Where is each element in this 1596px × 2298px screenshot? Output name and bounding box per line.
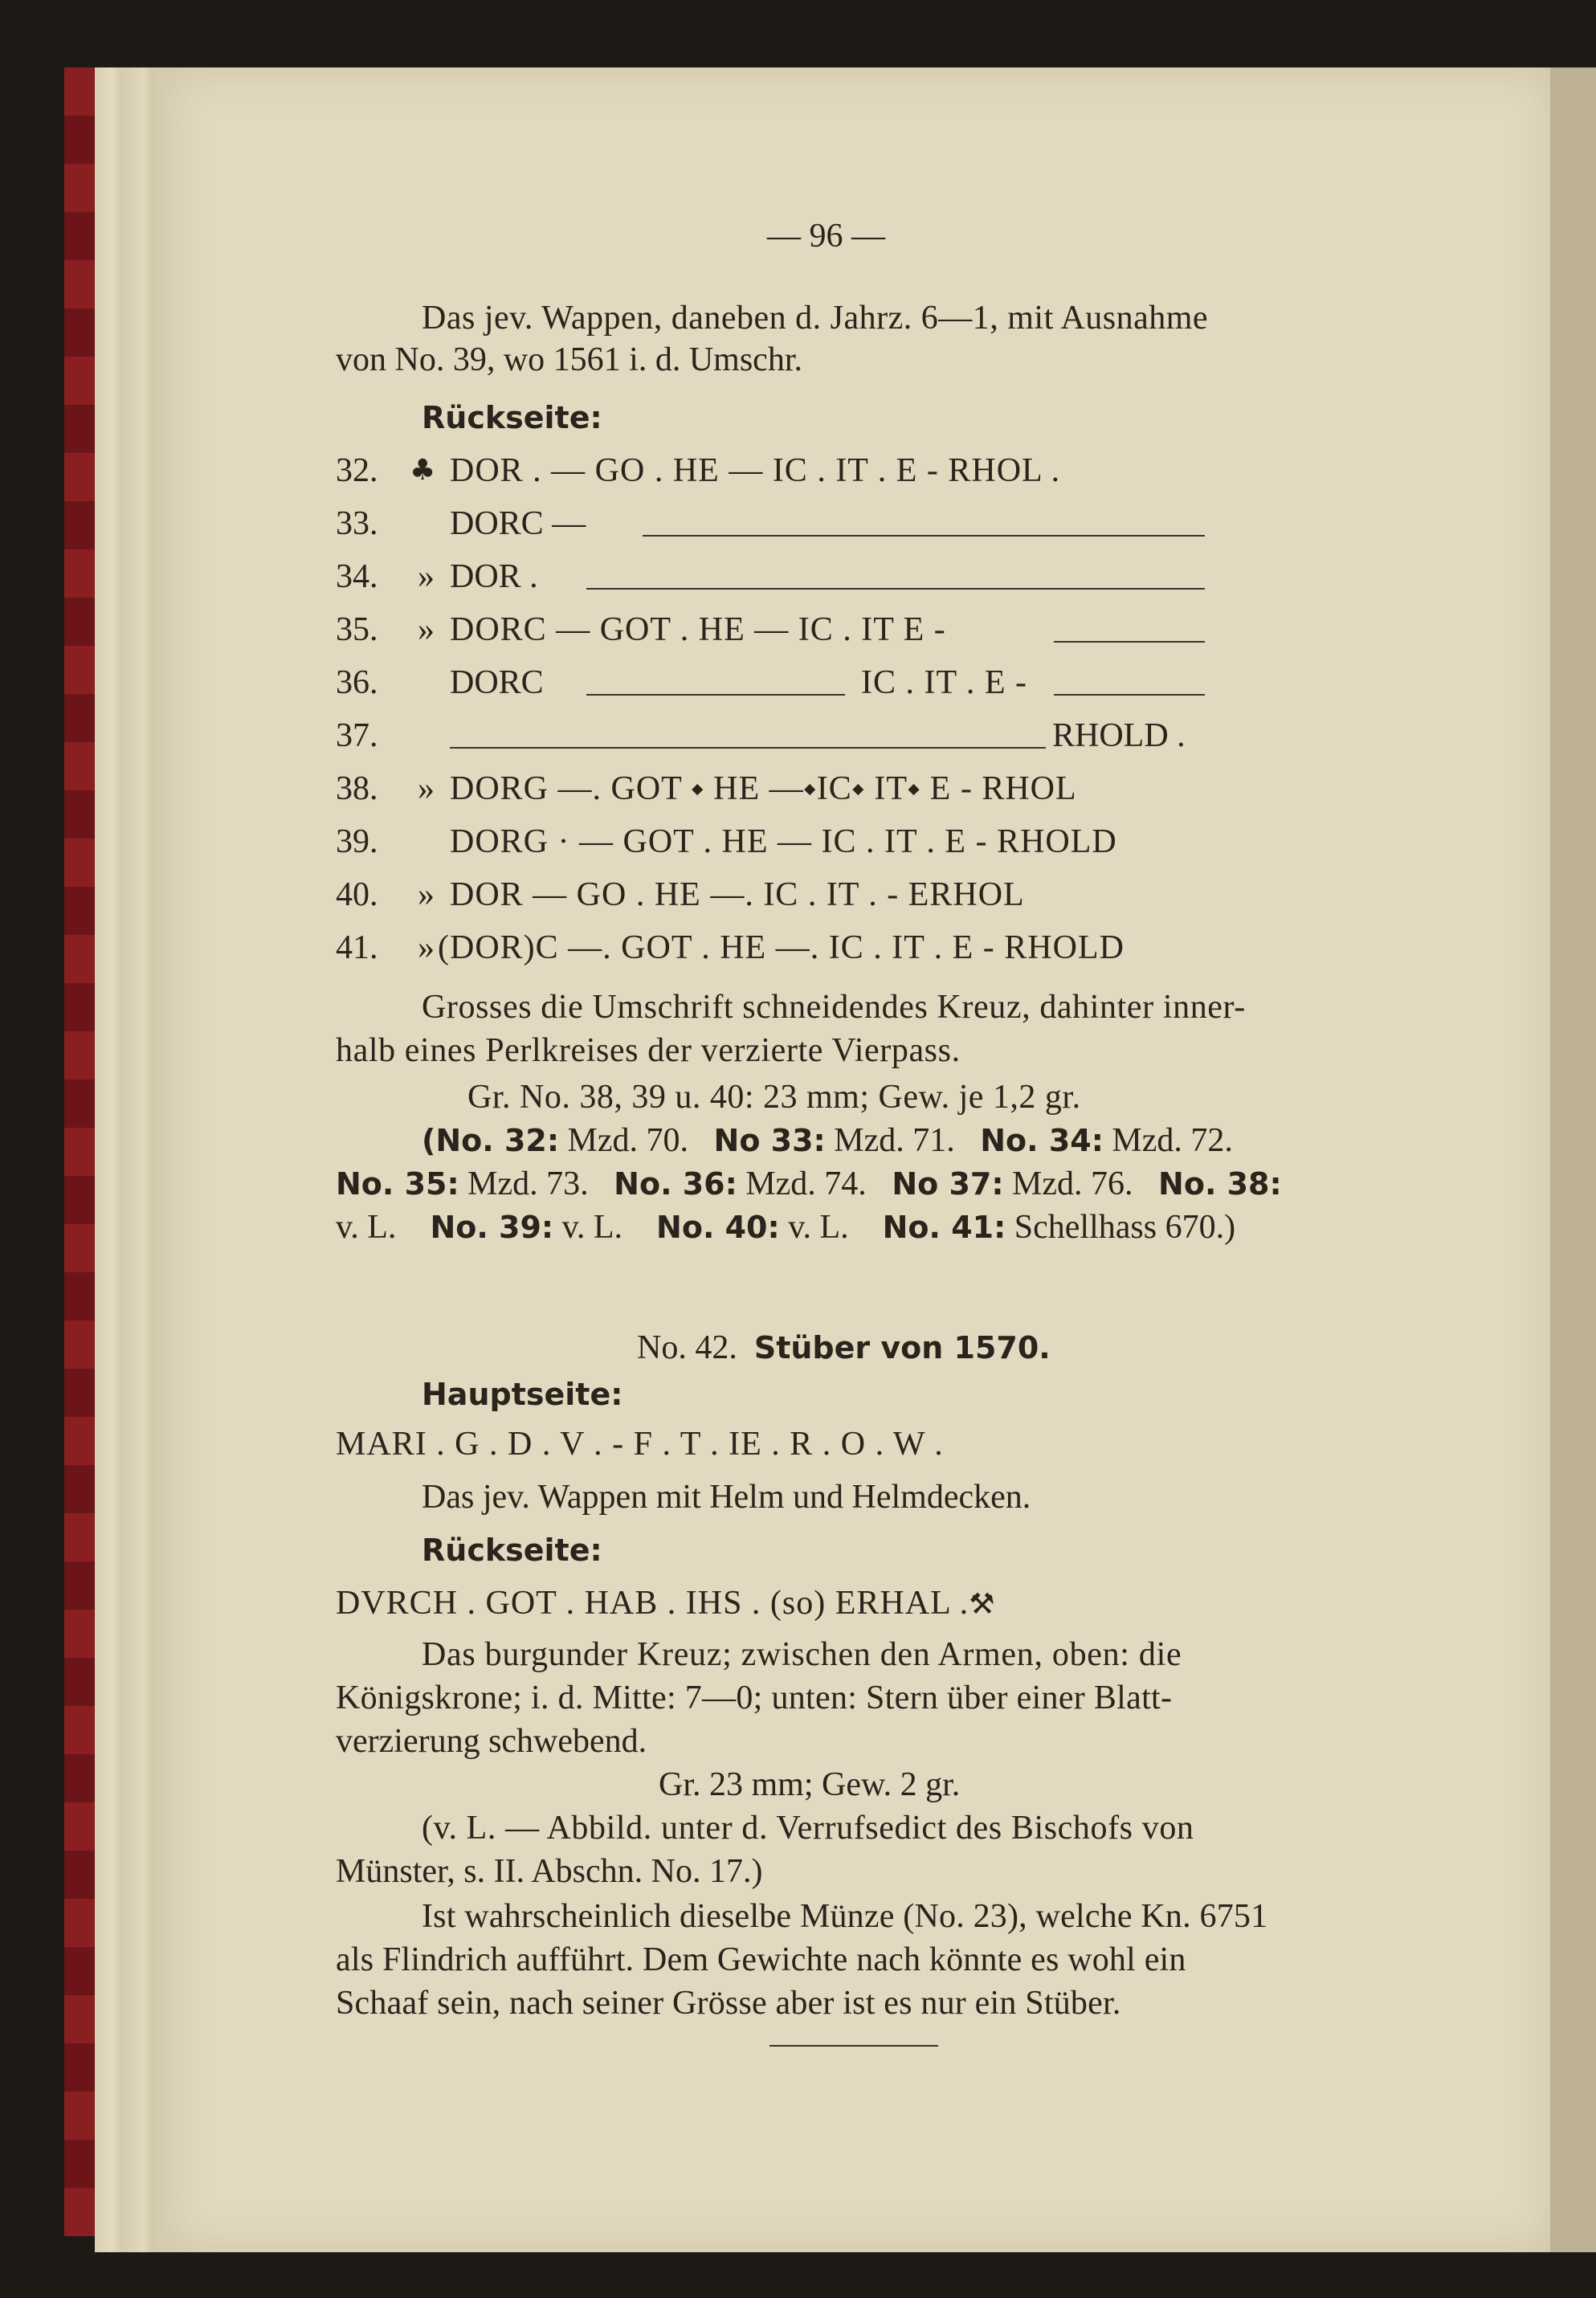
variant-mark: » (418, 558, 435, 595)
ref-value: Mzd. 71. (825, 1122, 955, 1159)
reverse-description-line-2: Königskrone; i. d. Mitte: 7—0; unten: Stern über einer Blatt- (336, 1680, 1173, 1716)
description-1-line-1: Grosses die Umschrift schneidendes Kreuz, dahinter inner- (422, 989, 1246, 1026)
variant-legend: RHOLD . (1052, 717, 1186, 754)
variant-legend: (DOR)C —. GOT . HE —. IC . IT . E - RHOLD (438, 929, 1125, 966)
variant-legend: DORG —. GOT ⬩ HE —⬩IC⬩ IT⬩ E - RHOL (450, 770, 1077, 807)
intro-line-2: von No. 39, wo 1561 i. d. Umschr. (336, 341, 802, 378)
variant-legend: DORC — (450, 505, 586, 542)
legend-gap-line (1054, 694, 1205, 696)
section-heading (637, 1327, 1051, 1369)
legend-gap-line (643, 535, 1205, 537)
legend-gap-line (586, 694, 845, 696)
legend-gap-line (450, 747, 1046, 749)
intro-line-1: Das jev. Wappen, daneben d. Jahrz. 6—1, mit Ausnahme (422, 300, 1209, 337)
references-line-1 (422, 1120, 1233, 1161)
reverse-description-line-1: Das burgunder Kreuz; zwischen den Armen, oben: die (422, 1636, 1182, 1673)
ref-value: v. L. (336, 1209, 397, 1246)
ref-key: (No. 32: (422, 1123, 560, 1158)
ref-value: v. L. (553, 1209, 623, 1246)
variant-number: 32. (336, 452, 378, 489)
closing-line-3: Schaaf sein, nach seiner Grösse aber ist es nur ein Stüber. (336, 1985, 1121, 2022)
variant-number: 38. (336, 770, 378, 807)
section-title: Stüber von 1570. (753, 1330, 1051, 1365)
variant-number: 34. (336, 558, 378, 595)
ref-value: Mzd. 72. (1103, 1122, 1233, 1159)
variant-number: 35. (336, 611, 378, 648)
variant-number: 41. (336, 929, 378, 966)
variant-legend: DOR . — GO . HE — IC . IT . E - RHOL . (450, 452, 1061, 489)
closing-line-1: Ist wahrscheinlich dieselbe Münze (No. 23), welche Kn. 6751 (422, 1898, 1268, 1935)
variant-legend: DOR — GO . HE —. IC . IT . - ERHOL (450, 876, 1025, 913)
variant-mark: » (418, 876, 435, 913)
end-rule (769, 2045, 938, 2047)
ref-key: No. 35: (336, 1166, 459, 1202)
ref-key: No. 39: (430, 1210, 554, 1245)
ref-key: No. 34: (980, 1123, 1104, 1158)
variant-mark: » (418, 770, 435, 807)
legend-gap-line (1054, 641, 1205, 643)
variant-number: 39. (336, 823, 378, 860)
variant-legend: DORG · — GOT . HE — IC . IT . E - RHOLD (450, 823, 1117, 860)
variant-legend: DOR . (450, 558, 538, 595)
variant-number: 37. (336, 717, 378, 754)
variant-legend: DORC (450, 664, 544, 701)
reverse-legend (336, 1582, 995, 1626)
hauptseite-label: Hauptseite: (422, 1377, 623, 1412)
ref-key: No 33: (713, 1123, 826, 1158)
book-spine-edge (64, 67, 96, 2236)
ref-key: No. 41: (882, 1210, 1006, 1245)
ref-value: v. L. (779, 1209, 849, 1246)
variant-number: 40. (336, 876, 378, 913)
variant-number: 36. (336, 664, 378, 701)
description-1-line-2: halb eines Perlkreises der verzierte Vierpass. (336, 1032, 961, 1069)
obverse-description: Das jev. Wappen mit Helm und Helmdecken. (422, 1479, 1031, 1516)
references-line-3 (336, 1206, 1235, 1248)
ref-value: Mzd. 70. (559, 1122, 689, 1159)
measurement-1: Gr. No. 38, 39 u. 40: 23 mm; Gew. je 1,2 gr. (467, 1079, 1081, 1116)
reverse-legend-text: DVRCH . GOT . HAB . IHS . (so) ERHAL . (336, 1585, 969, 1622)
ref-key: No. 36: (614, 1166, 737, 1202)
page-number: — 96 — (767, 218, 885, 255)
variant-mark: » (418, 611, 435, 648)
obverse-legend: MARI . G . D . V . - F . T . IE . R . O . W . (336, 1426, 944, 1463)
facing-page-edge (1550, 67, 1596, 2252)
note-line-1: (v. L. — Abbild. unter d. Verrufsedict des Bischofs von (422, 1810, 1194, 1847)
crossed-hammers-icon: ⚒ (969, 1588, 996, 1621)
variant-mark: » (418, 929, 435, 966)
ref-value: Mzd. 73. (459, 1165, 589, 1202)
measurement-2: Gr. 23 mm; Gew. 2 gr. (659, 1766, 961, 1803)
variant-mark: ♣ (410, 454, 436, 487)
reverse-description-line-3: verzierung schwebend. (336, 1723, 647, 1760)
ref-key: No 37: (892, 1166, 1004, 1202)
ref-value: Mzd. 76. (1003, 1165, 1133, 1202)
references-line-2 (336, 1163, 1282, 1205)
variant-legend-tail: IC . IT . E - (861, 664, 1028, 701)
note-line-2: Münster, s. II. Abschn. No. 17.) (336, 1853, 763, 1890)
ref-key: No. 40: (656, 1210, 780, 1245)
legend-gap-line (586, 588, 1205, 590)
rueckseite-label: Rückseite: (422, 400, 602, 435)
variant-legend: DORC — GOT . HE — IC . IT E - (450, 611, 946, 648)
closing-line-2: als Flindrich aufführt. Dem Gewichte nach könnte es wohl ein (336, 1941, 1186, 1978)
rueckseite-label-2: Rückseite: (422, 1533, 602, 1568)
section-number: No. 42. (637, 1329, 737, 1366)
ref-value: Schellhass 670.) (1006, 1209, 1236, 1246)
variant-number: 33. (336, 505, 378, 542)
ref-value: Mzd. 74. (737, 1165, 867, 1202)
ref-key: No. 38: (1158, 1166, 1282, 1202)
